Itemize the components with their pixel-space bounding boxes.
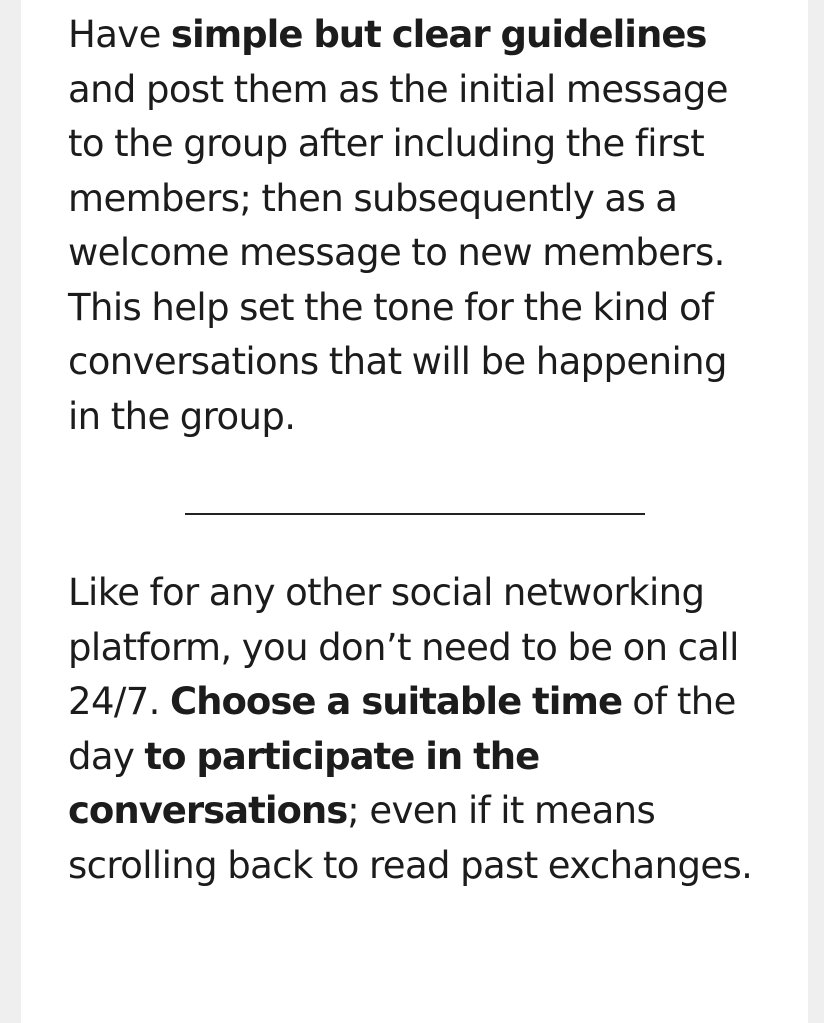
paragraph-text: Like for any other social networking platform, you don’t need to be on call 24/7.	[68, 571, 739, 723]
paragraph-text: Have	[68, 13, 171, 56]
bold-phrase: to participate in the conversations	[68, 734, 540, 832]
paragraph-text: of the day	[68, 680, 736, 778]
bold-phrase: simple but clear guidelines	[170, 13, 707, 56]
paragraph-text: ; even if it means scrolling back to read past exchanges.	[68, 789, 753, 887]
section-divider	[185, 513, 645, 515]
participation-paragraph	[68, 566, 768, 893]
article-page	[21, 0, 808, 1023]
guidelines-paragraph	[68, 8, 768, 444]
paragraph-text: and post them as the initial message to the group after including the first members; then subsequently as a welcome message to new members. This help set the tone for the kind of conversations that will be happening in the group.	[68, 67, 728, 438]
bold-phrase: Choose a suitable time	[170, 680, 623, 723]
